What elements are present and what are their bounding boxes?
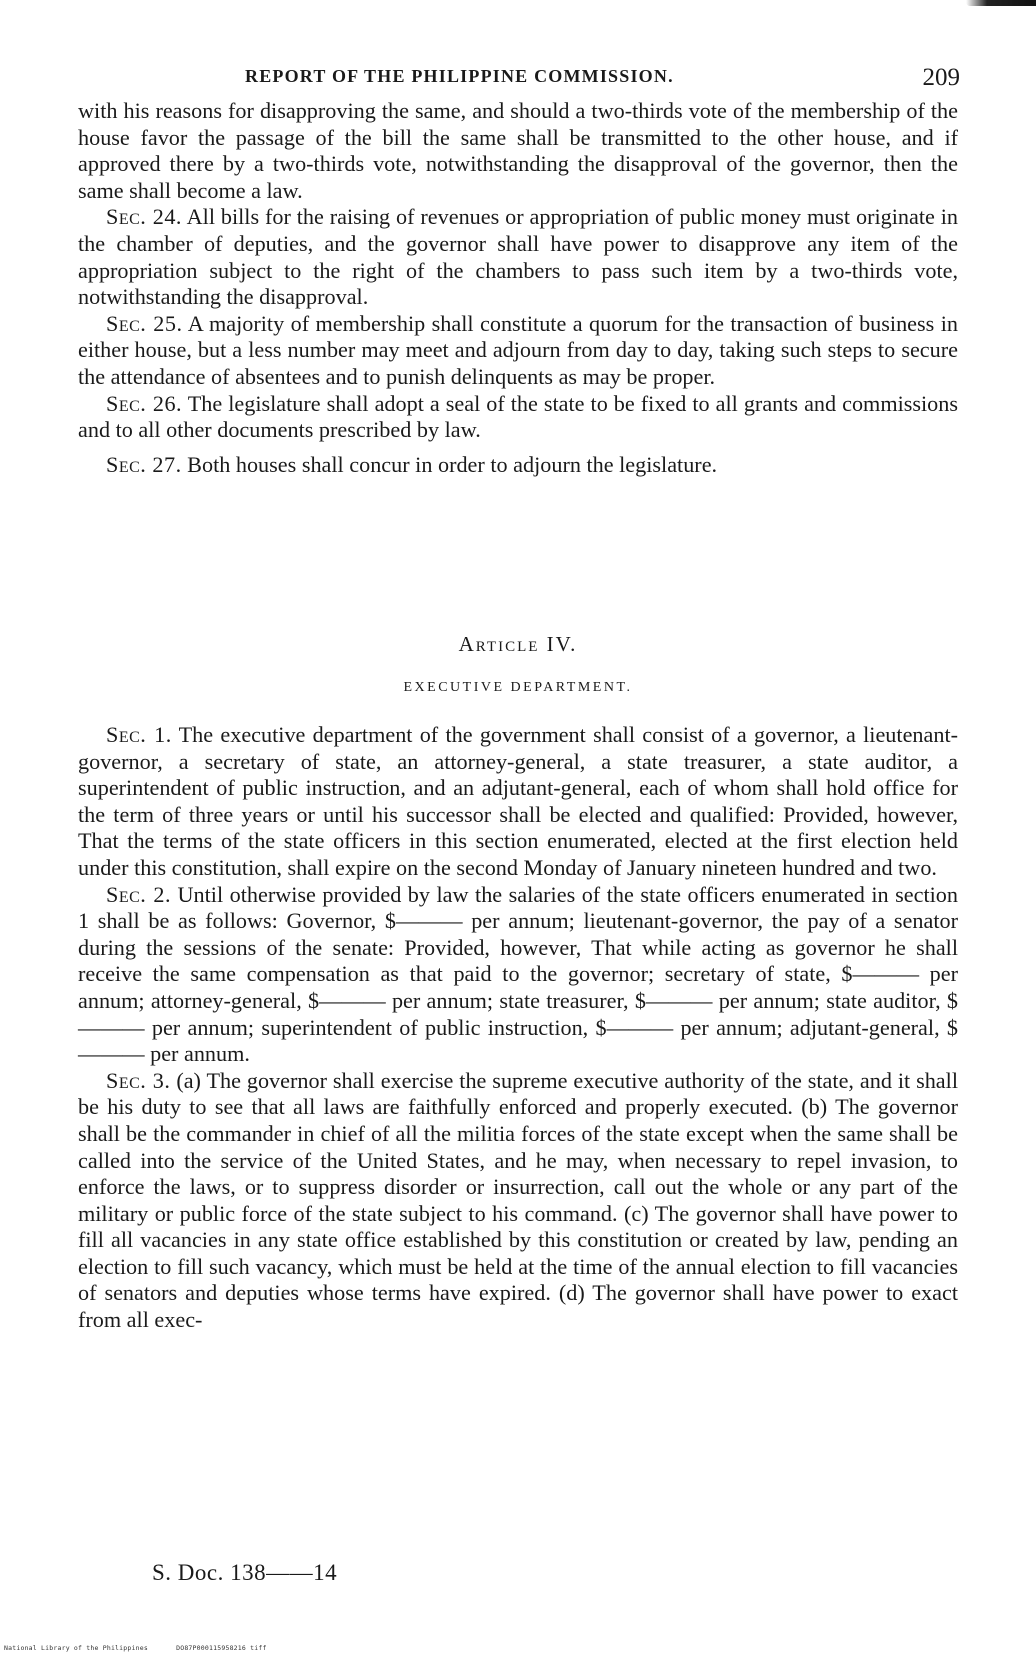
section-label: Sec. 24.: [106, 204, 182, 230]
section-label: Sec. 26.: [106, 390, 183, 416]
section-text: (a) The governor shall exercise the supreme executive authority of the state, and it shall be his duty to see that all laws are faithfully enforced and properly executed. (b) The governor shall be the commander in chief of all the militia forces of the state except when the same shall be called into the service of the United States, and he may, when necessary to repel invasion, to enforce the laws, or to suppress disorder or insurrection, call out the whole or any part of the military or public force of the state subject to his command. (c) The governor shall have power to fill all vacancies in any state office established by this constitution or created by law, pending an election to fill such vacancy, which must be held at the time of the annual election to fill vacancies of senators and deputies whose terms have expired. (d) The governor shall have power to exact from all exec-: [78, 1067, 958, 1333]
article-subheading: EXECUTIVE DEPARTMENT.: [403, 680, 633, 695]
paragraph-continuation: [78, 98, 958, 204]
page-number: 209: [922, 64, 960, 91]
executive-sections: [78, 722, 958, 1334]
signature-mark: S. Doc. 138——14: [152, 1560, 338, 1585]
section-text: The executive department of the government shall consist of a governor, a lieutenant-governor, a secretary of state, an attorney-general, a state treasurer, a state auditor, a superintendent of public instruction, and an adjutant-general, each of whom shall hold office for the term of three years or until his successor shall be elected and qualified: Provided, however, That the terms of the state officers in this section enumerated, elected at the first election held under this constitution, shall expire on the second Monday of January nineteen hundred and two.: [78, 722, 958, 880]
section-label: Sec. 3.: [106, 1067, 171, 1093]
scan-edge-mark: [966, 0, 1036, 6]
section-label: Sec. 27.: [106, 451, 182, 477]
scan-source: National Library of the Philippines: [4, 1644, 148, 1652]
article-heading: Article IV.: [458, 632, 578, 656]
section-label: Sec. 1.: [106, 722, 172, 747]
section-1: [78, 722, 958, 882]
section-text: Until otherwise provided by law the salaries of the state officers enumerated in section 1 shall be as follows: Governor, $——— per annum; lieutenant-governor, the pay of a senator during the sessions of the senate: Provided, however, That while acting as governor he shall receive the same compensation as that paid to the governor; secretary of state, $——— per annum; attorney-general, $——— per annum; state treasurer, $——— per annum; state auditor, $——— per annum; superintendent of public instruction, $——— per annum; adjutant-general, $——— per annum.: [78, 881, 958, 1067]
running-head: REPORT OF THE PHILIPPINE COMMISSION.: [245, 66, 674, 86]
section-2: [78, 882, 958, 1068]
scan-footer: [4, 1644, 291, 1652]
section-text: A majority of membership shall constitute a quorum for the transaction of business in either house, but a less number may meet and adjourn from day to day, taking such steps to secure the attendance of absentees and to punish delinquents as may be proper.: [78, 310, 958, 389]
section-27: [78, 452, 958, 479]
section-24: [78, 204, 958, 310]
scan-filename: DO87P000115958216 tiff: [176, 1644, 267, 1652]
section-text: The legislature shall adopt a seal of the state to be fixed to all grants and commissions and to all other documents prescribed by law.: [78, 390, 958, 443]
section-25: [78, 311, 958, 391]
section-label: Sec. 25.: [106, 310, 183, 336]
legislative-sections: [78, 98, 958, 478]
section-text: All bills for the raising of revenues or appropriation of public money must originate in the chamber of deputies, and the governor shall have power to disapprove any item of the appropriation subject to the right of the chambers to pass such item by a two-thirds vote, notwithstanding the disapproval.: [78, 204, 958, 310]
section-label: Sec. 2.: [106, 881, 171, 907]
section-3: [78, 1068, 958, 1334]
section-text: Both houses shall concur in order to adjourn the legislature.: [187, 451, 718, 477]
paragraph-text: with his reasons for disapproving the same, and should a two-thirds vote of the membership of the house favor the passage of the bill the same shall be transmitted to the other house, and if approved there by a two-thirds vote, notwithstanding the disapproval of the governor, then the same shall become a law.: [78, 98, 958, 203]
section-26: [78, 391, 958, 444]
